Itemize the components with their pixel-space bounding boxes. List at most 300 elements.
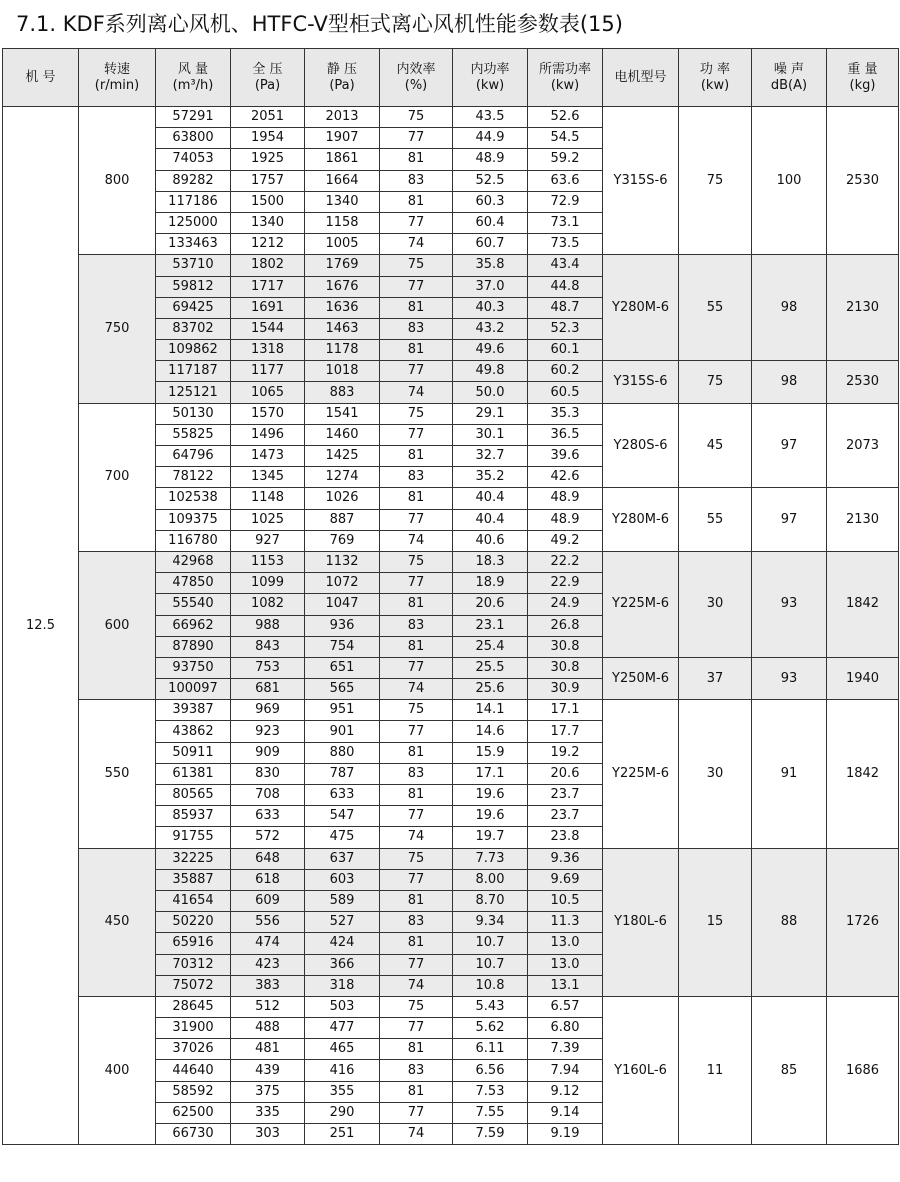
motor-power-cell: 55: [679, 255, 752, 361]
motor-model-cell: Y160L-6: [603, 996, 679, 1144]
weight-cell: 1726: [827, 848, 899, 996]
data-cell: 43.5: [453, 107, 528, 128]
data-cell: 62500: [156, 1102, 231, 1123]
data-cell: 1717: [231, 276, 305, 297]
data-cell: 69425: [156, 297, 231, 318]
speed-cell: 750: [79, 255, 156, 403]
column-header-unit: (Pa): [329, 77, 355, 93]
data-cell: 22.9: [528, 573, 603, 594]
motor-model-cell: Y250M-6: [603, 657, 679, 699]
data-cell: 77: [380, 276, 453, 297]
column-header-label: 风 量: [177, 61, 209, 77]
data-cell: 754: [305, 636, 380, 657]
data-cell: 969: [231, 700, 305, 721]
data-cell: 1005: [305, 234, 380, 255]
data-cell: 936: [305, 615, 380, 636]
performance-table: [2, 48, 899, 1145]
data-cell: 40.4: [453, 509, 528, 530]
data-cell: 572: [231, 827, 305, 848]
data-cell: 589: [305, 890, 380, 911]
data-cell: 1047: [305, 594, 380, 615]
data-cell: 125121: [156, 382, 231, 403]
data-cell: 85937: [156, 806, 231, 827]
data-cell: 1954: [231, 128, 305, 149]
data-cell: 26.8: [528, 615, 603, 636]
data-cell: 7.73: [453, 848, 528, 869]
column-header-label: 全 压: [252, 61, 283, 77]
data-cell: 133463: [156, 234, 231, 255]
data-cell: 77: [380, 721, 453, 742]
data-cell: 1769: [305, 255, 380, 276]
data-cell: 251: [305, 1124, 380, 1145]
data-cell: 83: [380, 615, 453, 636]
table-row: [3, 403, 899, 424]
data-cell: 89282: [156, 170, 231, 191]
data-cell: 19.6: [453, 785, 528, 806]
data-cell: 708: [231, 785, 305, 806]
data-cell: 416: [305, 1060, 380, 1081]
data-cell: 465: [305, 1039, 380, 1060]
data-cell: 25.4: [453, 636, 528, 657]
data-cell: 355: [305, 1081, 380, 1102]
data-cell: 1153: [231, 551, 305, 572]
data-cell: 77: [380, 361, 453, 382]
column-header: [679, 49, 752, 107]
data-cell: 75: [380, 403, 453, 424]
data-cell: 48.9: [528, 488, 603, 509]
column-header-unit: (m³/h): [172, 77, 214, 93]
data-cell: 1018: [305, 361, 380, 382]
column-header-unit: (kg): [849, 77, 876, 93]
data-cell: 65916: [156, 933, 231, 954]
column-header-label: 静 压: [326, 61, 358, 77]
column-header-label: 机 号: [25, 69, 56, 85]
data-cell: 32225: [156, 848, 231, 869]
data-cell: 30.8: [528, 636, 603, 657]
data-cell: 383: [231, 975, 305, 996]
data-cell: 10.5: [528, 890, 603, 911]
data-cell: 72.9: [528, 191, 603, 212]
noise-cell: 97: [752, 488, 827, 552]
data-cell: 14.1: [453, 700, 528, 721]
data-cell: 43.4: [528, 255, 603, 276]
data-cell: 475: [305, 827, 380, 848]
data-cell: 74: [380, 234, 453, 255]
data-cell: 19.6: [453, 806, 528, 827]
data-cell: 81: [380, 890, 453, 911]
data-cell: 77: [380, 128, 453, 149]
data-cell: 565: [305, 679, 380, 700]
data-cell: 57291: [156, 107, 231, 128]
data-cell: 10.7: [453, 933, 528, 954]
data-cell: 81: [380, 297, 453, 318]
data-cell: 603: [305, 869, 380, 890]
data-cell: 52.6: [528, 107, 603, 128]
data-cell: 66962: [156, 615, 231, 636]
data-cell: 61381: [156, 763, 231, 784]
data-cell: 843: [231, 636, 305, 657]
data-cell: 1318: [231, 340, 305, 361]
data-cell: 366: [305, 954, 380, 975]
data-cell: 1178: [305, 340, 380, 361]
motor-model-cell: Y315S-6: [603, 107, 679, 255]
data-cell: 830: [231, 763, 305, 784]
data-cell: 81: [380, 933, 453, 954]
data-cell: 74: [380, 679, 453, 700]
data-cell: 100097: [156, 679, 231, 700]
data-cell: 52.3: [528, 318, 603, 339]
table-row: [3, 848, 899, 869]
data-cell: 43862: [156, 721, 231, 742]
data-cell: 81: [380, 594, 453, 615]
table-body: [3, 107, 899, 1145]
data-cell: 81: [380, 742, 453, 763]
data-cell: 74: [380, 530, 453, 551]
data-cell: 50.0: [453, 382, 528, 403]
data-cell: 31900: [156, 1018, 231, 1039]
data-cell: 547: [305, 806, 380, 827]
data-cell: 1082: [231, 594, 305, 615]
data-cell: 75: [380, 700, 453, 721]
data-cell: 91755: [156, 827, 231, 848]
data-cell: 439: [231, 1060, 305, 1081]
data-cell: 116780: [156, 530, 231, 551]
data-cell: 18.9: [453, 573, 528, 594]
motor-model-cell: Y280M-6: [603, 255, 679, 361]
data-cell: 59812: [156, 276, 231, 297]
column-header-label: 电机型号: [614, 69, 667, 85]
data-cell: 63.6: [528, 170, 603, 191]
data-cell: 488: [231, 1018, 305, 1039]
data-cell: 1025: [231, 509, 305, 530]
data-cell: 651: [305, 657, 380, 678]
data-cell: 24.9: [528, 594, 603, 615]
data-cell: 648: [231, 848, 305, 869]
data-cell: 55540: [156, 594, 231, 615]
data-cell: 81: [380, 446, 453, 467]
data-cell: 35.2: [453, 467, 528, 488]
column-header-label: 内效率: [396, 61, 436, 77]
data-cell: 48.9: [453, 149, 528, 170]
data-cell: 9.34: [453, 912, 528, 933]
data-cell: 52.5: [453, 170, 528, 191]
data-cell: 125000: [156, 212, 231, 233]
speed-cell: 550: [79, 700, 156, 848]
data-cell: 1345: [231, 467, 305, 488]
table-row: [3, 107, 899, 128]
column-header-label: 所需功率: [538, 61, 591, 77]
motor-power-cell: 75: [679, 361, 752, 403]
data-cell: 109375: [156, 509, 231, 530]
data-cell: 75: [380, 996, 453, 1017]
data-cell: 753: [231, 657, 305, 678]
data-cell: 25.5: [453, 657, 528, 678]
weight-cell: 2130: [827, 255, 899, 361]
data-cell: 1802: [231, 255, 305, 276]
column-header-label: 功 率: [699, 61, 731, 77]
motor-power-cell: 30: [679, 700, 752, 848]
data-cell: 637: [305, 848, 380, 869]
column-header: [453, 49, 528, 107]
data-cell: 37.0: [453, 276, 528, 297]
data-cell: 75: [380, 255, 453, 276]
data-cell: 77: [380, 424, 453, 445]
data-cell: 6.80: [528, 1018, 603, 1039]
data-cell: 58592: [156, 1081, 231, 1102]
weight-cell: 1940: [827, 657, 899, 699]
data-cell: 87890: [156, 636, 231, 657]
data-cell: 17.1: [453, 763, 528, 784]
data-cell: 83: [380, 318, 453, 339]
data-cell: 35.8: [453, 255, 528, 276]
data-cell: 42968: [156, 551, 231, 572]
data-cell: 1541: [305, 403, 380, 424]
data-cell: 74: [380, 975, 453, 996]
column-header: [231, 49, 305, 107]
data-cell: 9.36: [528, 848, 603, 869]
noise-cell: 93: [752, 551, 827, 657]
noise-cell: 85: [752, 996, 827, 1144]
data-cell: 1340: [305, 191, 380, 212]
data-cell: 18.3: [453, 551, 528, 572]
data-cell: 1132: [305, 551, 380, 572]
weight-cell: 2530: [827, 107, 899, 255]
motor-power-cell: 30: [679, 551, 752, 657]
data-cell: 41654: [156, 890, 231, 911]
data-cell: 83: [380, 912, 453, 933]
data-cell: 1496: [231, 424, 305, 445]
motor-power-cell: 11: [679, 996, 752, 1144]
column-header: [603, 49, 679, 107]
data-cell: 880: [305, 742, 380, 763]
data-cell: 901: [305, 721, 380, 742]
data-cell: 19.2: [528, 742, 603, 763]
table-row: [3, 551, 899, 572]
weight-cell: 2073: [827, 403, 899, 488]
data-cell: 54.5: [528, 128, 603, 149]
data-cell: 74: [380, 382, 453, 403]
data-cell: 527: [305, 912, 380, 933]
data-cell: 290: [305, 1102, 380, 1123]
data-cell: 74: [380, 827, 453, 848]
weight-cell: 1686: [827, 996, 899, 1144]
motor-power-cell: 45: [679, 403, 752, 488]
motor-model-cell: Y280M-6: [603, 488, 679, 552]
data-cell: 60.2: [528, 361, 603, 382]
data-cell: 1570: [231, 403, 305, 424]
data-cell: 1065: [231, 382, 305, 403]
data-cell: 787: [305, 763, 380, 784]
noise-cell: 97: [752, 403, 827, 488]
data-cell: 81: [380, 785, 453, 806]
data-cell: 25.6: [453, 679, 528, 700]
data-cell: 77: [380, 657, 453, 678]
data-cell: 49.6: [453, 340, 528, 361]
data-cell: 1158: [305, 212, 380, 233]
data-cell: 23.1: [453, 615, 528, 636]
data-cell: 20.6: [453, 594, 528, 615]
data-cell: 32.7: [453, 446, 528, 467]
data-cell: 117187: [156, 361, 231, 382]
data-cell: 477: [305, 1018, 380, 1039]
data-cell: 44.8: [528, 276, 603, 297]
column-header-label: 内功率: [470, 61, 510, 77]
data-cell: 44.9: [453, 128, 528, 149]
data-cell: 1026: [305, 488, 380, 509]
data-cell: 6.56: [453, 1060, 528, 1081]
motor-power-cell: 75: [679, 107, 752, 255]
data-cell: 23.7: [528, 806, 603, 827]
data-cell: 11.3: [528, 912, 603, 933]
data-cell: 60.7: [453, 234, 528, 255]
data-cell: 28645: [156, 996, 231, 1017]
data-cell: 75: [380, 551, 453, 572]
data-cell: 102538: [156, 488, 231, 509]
data-cell: 927: [231, 530, 305, 551]
column-header: [305, 49, 380, 107]
data-cell: 80565: [156, 785, 231, 806]
data-cell: 609: [231, 890, 305, 911]
column-header-unit: (kw): [550, 77, 580, 93]
data-cell: 77: [380, 954, 453, 975]
data-cell: 10.7: [453, 954, 528, 975]
data-cell: 633: [305, 785, 380, 806]
column-header: [827, 49, 899, 107]
data-cell: 36.5: [528, 424, 603, 445]
data-cell: 48.9: [528, 509, 603, 530]
data-cell: 15.9: [453, 742, 528, 763]
noise-cell: 100: [752, 107, 827, 255]
data-cell: 1757: [231, 170, 305, 191]
data-cell: 39.6: [528, 446, 603, 467]
speed-cell: 600: [79, 551, 156, 699]
data-cell: 9.12: [528, 1081, 603, 1102]
data-cell: 909: [231, 742, 305, 763]
data-cell: 17.1: [528, 700, 603, 721]
data-cell: 77: [380, 869, 453, 890]
data-cell: 1500: [231, 191, 305, 212]
column-header-label: 转速: [103, 61, 130, 77]
data-cell: 44640: [156, 1060, 231, 1081]
data-cell: 13.0: [528, 933, 603, 954]
data-cell: 49.2: [528, 530, 603, 551]
data-cell: 40.6: [453, 530, 528, 551]
data-cell: 10.8: [453, 975, 528, 996]
data-cell: 1691: [231, 297, 305, 318]
data-cell: 988: [231, 615, 305, 636]
data-cell: 2051: [231, 107, 305, 128]
data-cell: 9.14: [528, 1102, 603, 1123]
data-cell: 633: [231, 806, 305, 827]
data-cell: 48.7: [528, 297, 603, 318]
data-cell: 6.11: [453, 1039, 528, 1060]
data-cell: 481: [231, 1039, 305, 1060]
data-cell: 77: [380, 1102, 453, 1123]
noise-cell: 88: [752, 848, 827, 996]
data-cell: 50911: [156, 742, 231, 763]
data-cell: 1177: [231, 361, 305, 382]
motor-model-cell: Y180L-6: [603, 848, 679, 996]
data-cell: 7.39: [528, 1039, 603, 1060]
data-cell: 81: [380, 340, 453, 361]
data-cell: 1274: [305, 467, 380, 488]
data-cell: 64796: [156, 446, 231, 467]
data-cell: 74053: [156, 149, 231, 170]
data-cell: 109862: [156, 340, 231, 361]
data-cell: 1463: [305, 318, 380, 339]
column-header: [528, 49, 603, 107]
motor-model-cell: Y315S-6: [603, 361, 679, 403]
data-cell: 40.3: [453, 297, 528, 318]
data-cell: 923: [231, 721, 305, 742]
data-cell: 1861: [305, 149, 380, 170]
data-cell: 22.2: [528, 551, 603, 572]
data-cell: 618: [231, 869, 305, 890]
data-cell: 53710: [156, 255, 231, 276]
data-cell: 13.1: [528, 975, 603, 996]
data-cell: 1099: [231, 573, 305, 594]
data-cell: 1072: [305, 573, 380, 594]
motor-model-cell: Y225M-6: [603, 551, 679, 657]
data-cell: 93750: [156, 657, 231, 678]
data-cell: 43.2: [453, 318, 528, 339]
weight-cell: 1842: [827, 700, 899, 848]
motor-power-cell: 37: [679, 657, 752, 699]
data-cell: 423: [231, 954, 305, 975]
data-cell: 59.2: [528, 149, 603, 170]
data-cell: 75: [380, 848, 453, 869]
data-cell: 63800: [156, 128, 231, 149]
data-cell: 318: [305, 975, 380, 996]
speed-cell: 400: [79, 996, 156, 1144]
data-cell: 35.3: [528, 403, 603, 424]
data-cell: 9.69: [528, 869, 603, 890]
data-cell: 47850: [156, 573, 231, 594]
data-cell: 1907: [305, 128, 380, 149]
data-cell: 83702: [156, 318, 231, 339]
data-cell: 9.19: [528, 1124, 603, 1145]
data-cell: 75072: [156, 975, 231, 996]
data-cell: 77: [380, 1018, 453, 1039]
data-cell: 6.57: [528, 996, 603, 1017]
column-header-unit: (kw): [475, 77, 505, 93]
data-cell: 55825: [156, 424, 231, 445]
data-cell: 7.53: [453, 1081, 528, 1102]
data-cell: 77: [380, 806, 453, 827]
motor-model-cell: Y280S-6: [603, 403, 679, 488]
motor-model-cell: Y225M-6: [603, 700, 679, 848]
column-header: [156, 49, 231, 107]
data-cell: 70312: [156, 954, 231, 975]
data-cell: 8.70: [453, 890, 528, 911]
data-cell: 556: [231, 912, 305, 933]
data-cell: 83: [380, 1060, 453, 1081]
data-cell: 5.43: [453, 996, 528, 1017]
data-cell: 50220: [156, 912, 231, 933]
table-row: [3, 255, 899, 276]
column-header-unit: (kw): [700, 77, 730, 93]
data-cell: 23.8: [528, 827, 603, 848]
data-cell: 77: [380, 212, 453, 233]
data-cell: 1473: [231, 446, 305, 467]
weight-cell: 2530: [827, 361, 899, 403]
speed-cell: 450: [79, 848, 156, 996]
machine-number-cell: 12.5: [3, 107, 79, 1145]
data-cell: 7.94: [528, 1060, 603, 1081]
data-cell: 1636: [305, 297, 380, 318]
data-cell: 23.7: [528, 785, 603, 806]
data-cell: 77: [380, 573, 453, 594]
